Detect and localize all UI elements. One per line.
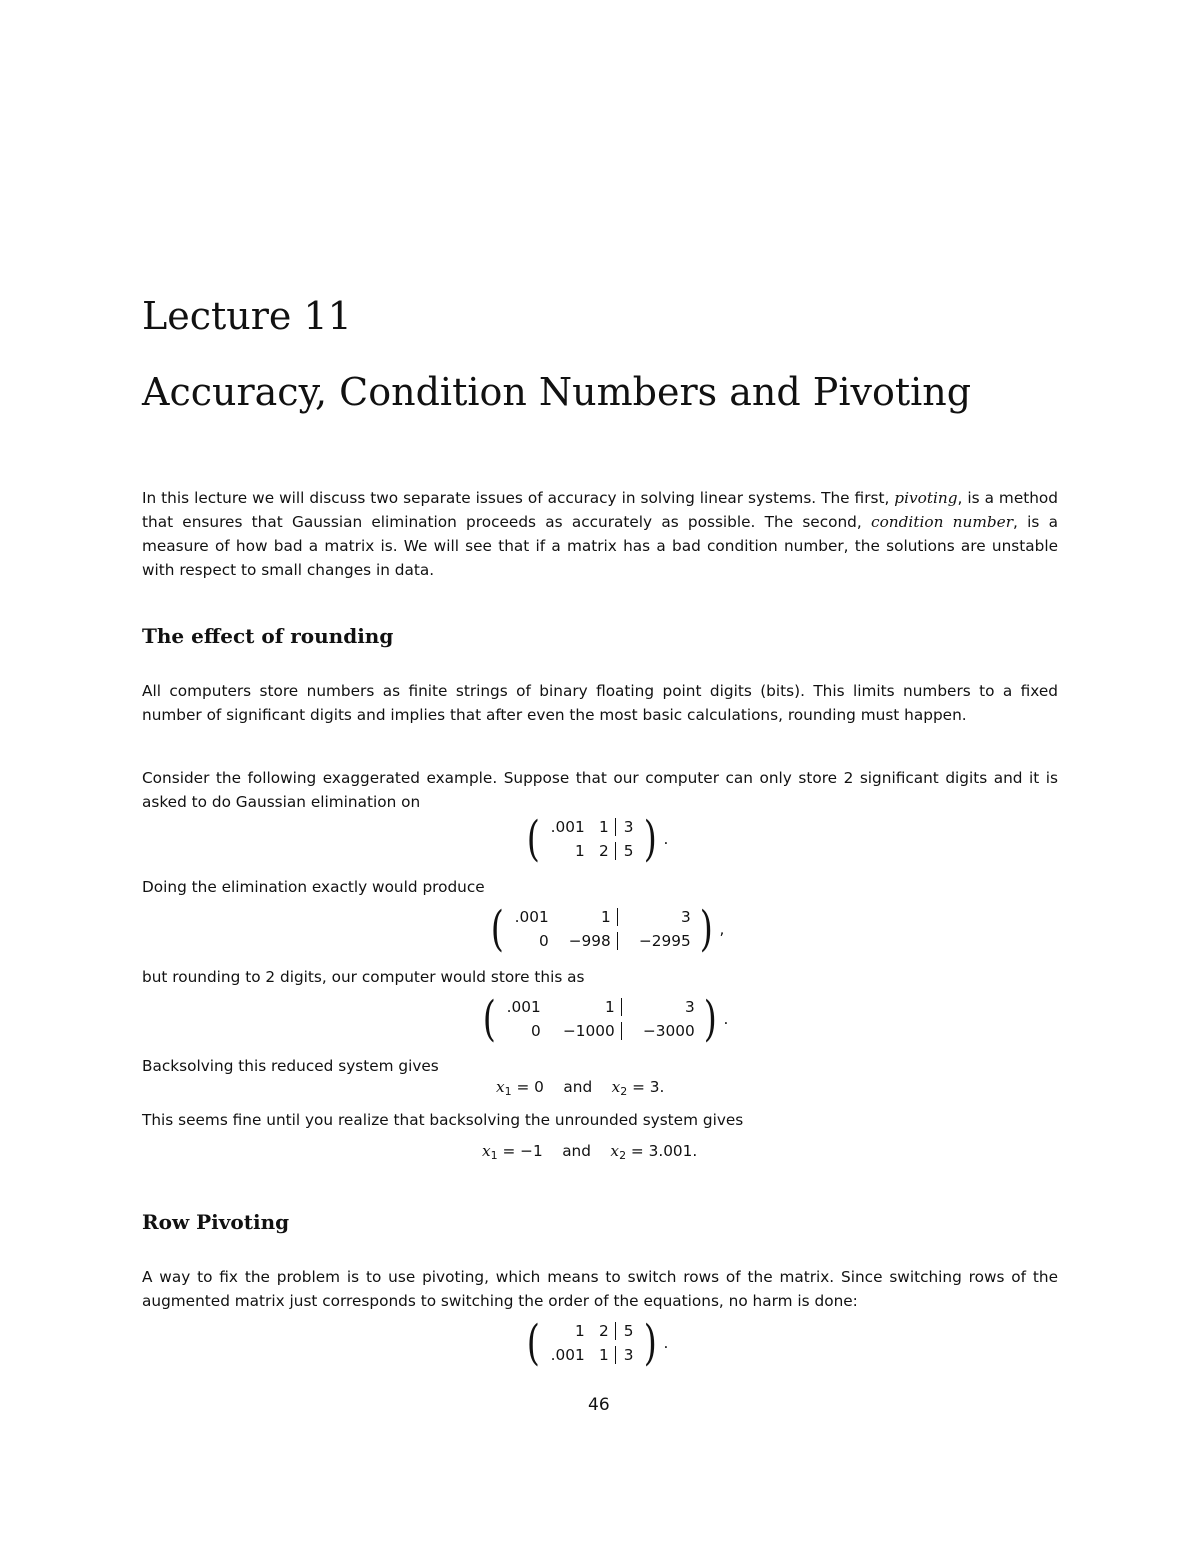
paragraph-example: Consider the following exaggerated example. Suppose that our computer can only store 2 significant digits and it is asked to do Gaussian elimination on [142,769,1058,811]
matrix-grid [507,905,697,953]
matrix-cell: 0 [539,932,549,950]
paragraph-exact-elimination: Doing the elimination exactly would produce [142,878,485,896]
matrix-cell: .001 [506,998,541,1016]
section-heading-rounding: The effect of rounding [142,624,394,648]
matrix-cell: −998 [568,932,611,950]
matrix-punctuation: . [663,830,669,848]
left-paren: ( [526,1315,540,1371]
matrix-cell: 5 [615,1322,641,1340]
paragraph-rounding: but rounding to 2 digits, our computer would store this as [142,968,585,986]
section-heading-row-pivoting: Row Pivoting [142,1210,290,1234]
matrix-punctuation: , [719,920,725,938]
paragraph-pivoting: A way to fix the problem is to use pivoting, which means to switch rows of the matrix. Since switching rows of the augmented matrix just corresponds to switching the order of the equations, no harm is done: [142,1268,1058,1310]
paragraph-bits: All computers store numbers as finite strings of binary floating point digits (bits). This limits numbers to a fixed number of significant digits and implies that after even the most basic calculations, rounding must happen. [142,682,1058,724]
matrix-cell: 1 [599,1346,609,1364]
matrix-cell: −3000 [621,1022,701,1040]
matrix-cell: 1 [575,1322,585,1340]
matrix-cell: −1000 [562,1022,615,1040]
lecture-title: Accuracy, Condition Numbers and Pivoting [142,370,972,414]
page-number: 46 [588,1395,610,1415]
matrix-grid [543,1319,641,1367]
matrix-cell: 1 [575,842,585,860]
matrix-grid [543,815,641,863]
matrix-cell: .001 [550,818,585,836]
right-paren: ) [703,991,717,1047]
matrix-cell: 1 [601,908,611,926]
matrix-punctuation: . [723,1010,729,1028]
augmented-matrix-original [524,811,669,867]
matrix-grid [499,995,701,1043]
left-paren: ( [482,991,496,1047]
matrix-cell: 1 [605,998,615,1016]
matrix-cell: 0 [531,1022,541,1040]
intro-paragraph: In this lecture we will discuss two separate issues of accuracy in solving linear systems. The first, pivoting, is a method that ensures that Gaussian elimination proceeds as accurately as possible. The second, condition number, is a measure of how bad a matrix is. We will see that if a matrix has a bad condition number, the solutions are unstable with respect to small changes in data. [142,489,1058,579]
matrix-cell: 1 [599,818,609,836]
matrix-cell: .001 [550,1346,585,1364]
augmented-matrix-exact [488,901,725,957]
equation-exact-solution: $x_1 = -1$ and $x_2 = 3.001$. [482,1142,698,1162]
right-paren: ) [643,1315,657,1371]
matrix-cell: 2 [599,842,609,860]
left-paren: ( [490,901,504,957]
equation-rounded-solution: $x_1 = 0$ and $x_2 = 3$. [496,1078,665,1098]
paragraph-backsolving: Backsolving this reduced system gives [142,1057,439,1075]
right-paren: ) [643,811,657,867]
left-paren: ( [526,811,540,867]
matrix-punctuation: . [663,1334,669,1352]
matrix-cell: −2995 [617,932,697,950]
matrix-cell: .001 [514,908,549,926]
augmented-matrix-rounded [480,991,729,1047]
matrix-cell: 5 [615,842,641,860]
paragraph-unrounded: This seems fine until you realize that backsolving the unrounded system gives [142,1111,744,1129]
matrix-cell: 3 [621,998,701,1016]
matrix-cell: 3 [615,818,641,836]
matrix-cell: 2 [599,1322,609,1340]
right-paren: ) [699,901,713,957]
lecture-number: Lecture 11 [142,294,352,338]
augmented-matrix-pivoted [524,1315,669,1371]
matrix-cell: 3 [615,1346,641,1364]
matrix-cell: 3 [617,908,697,926]
